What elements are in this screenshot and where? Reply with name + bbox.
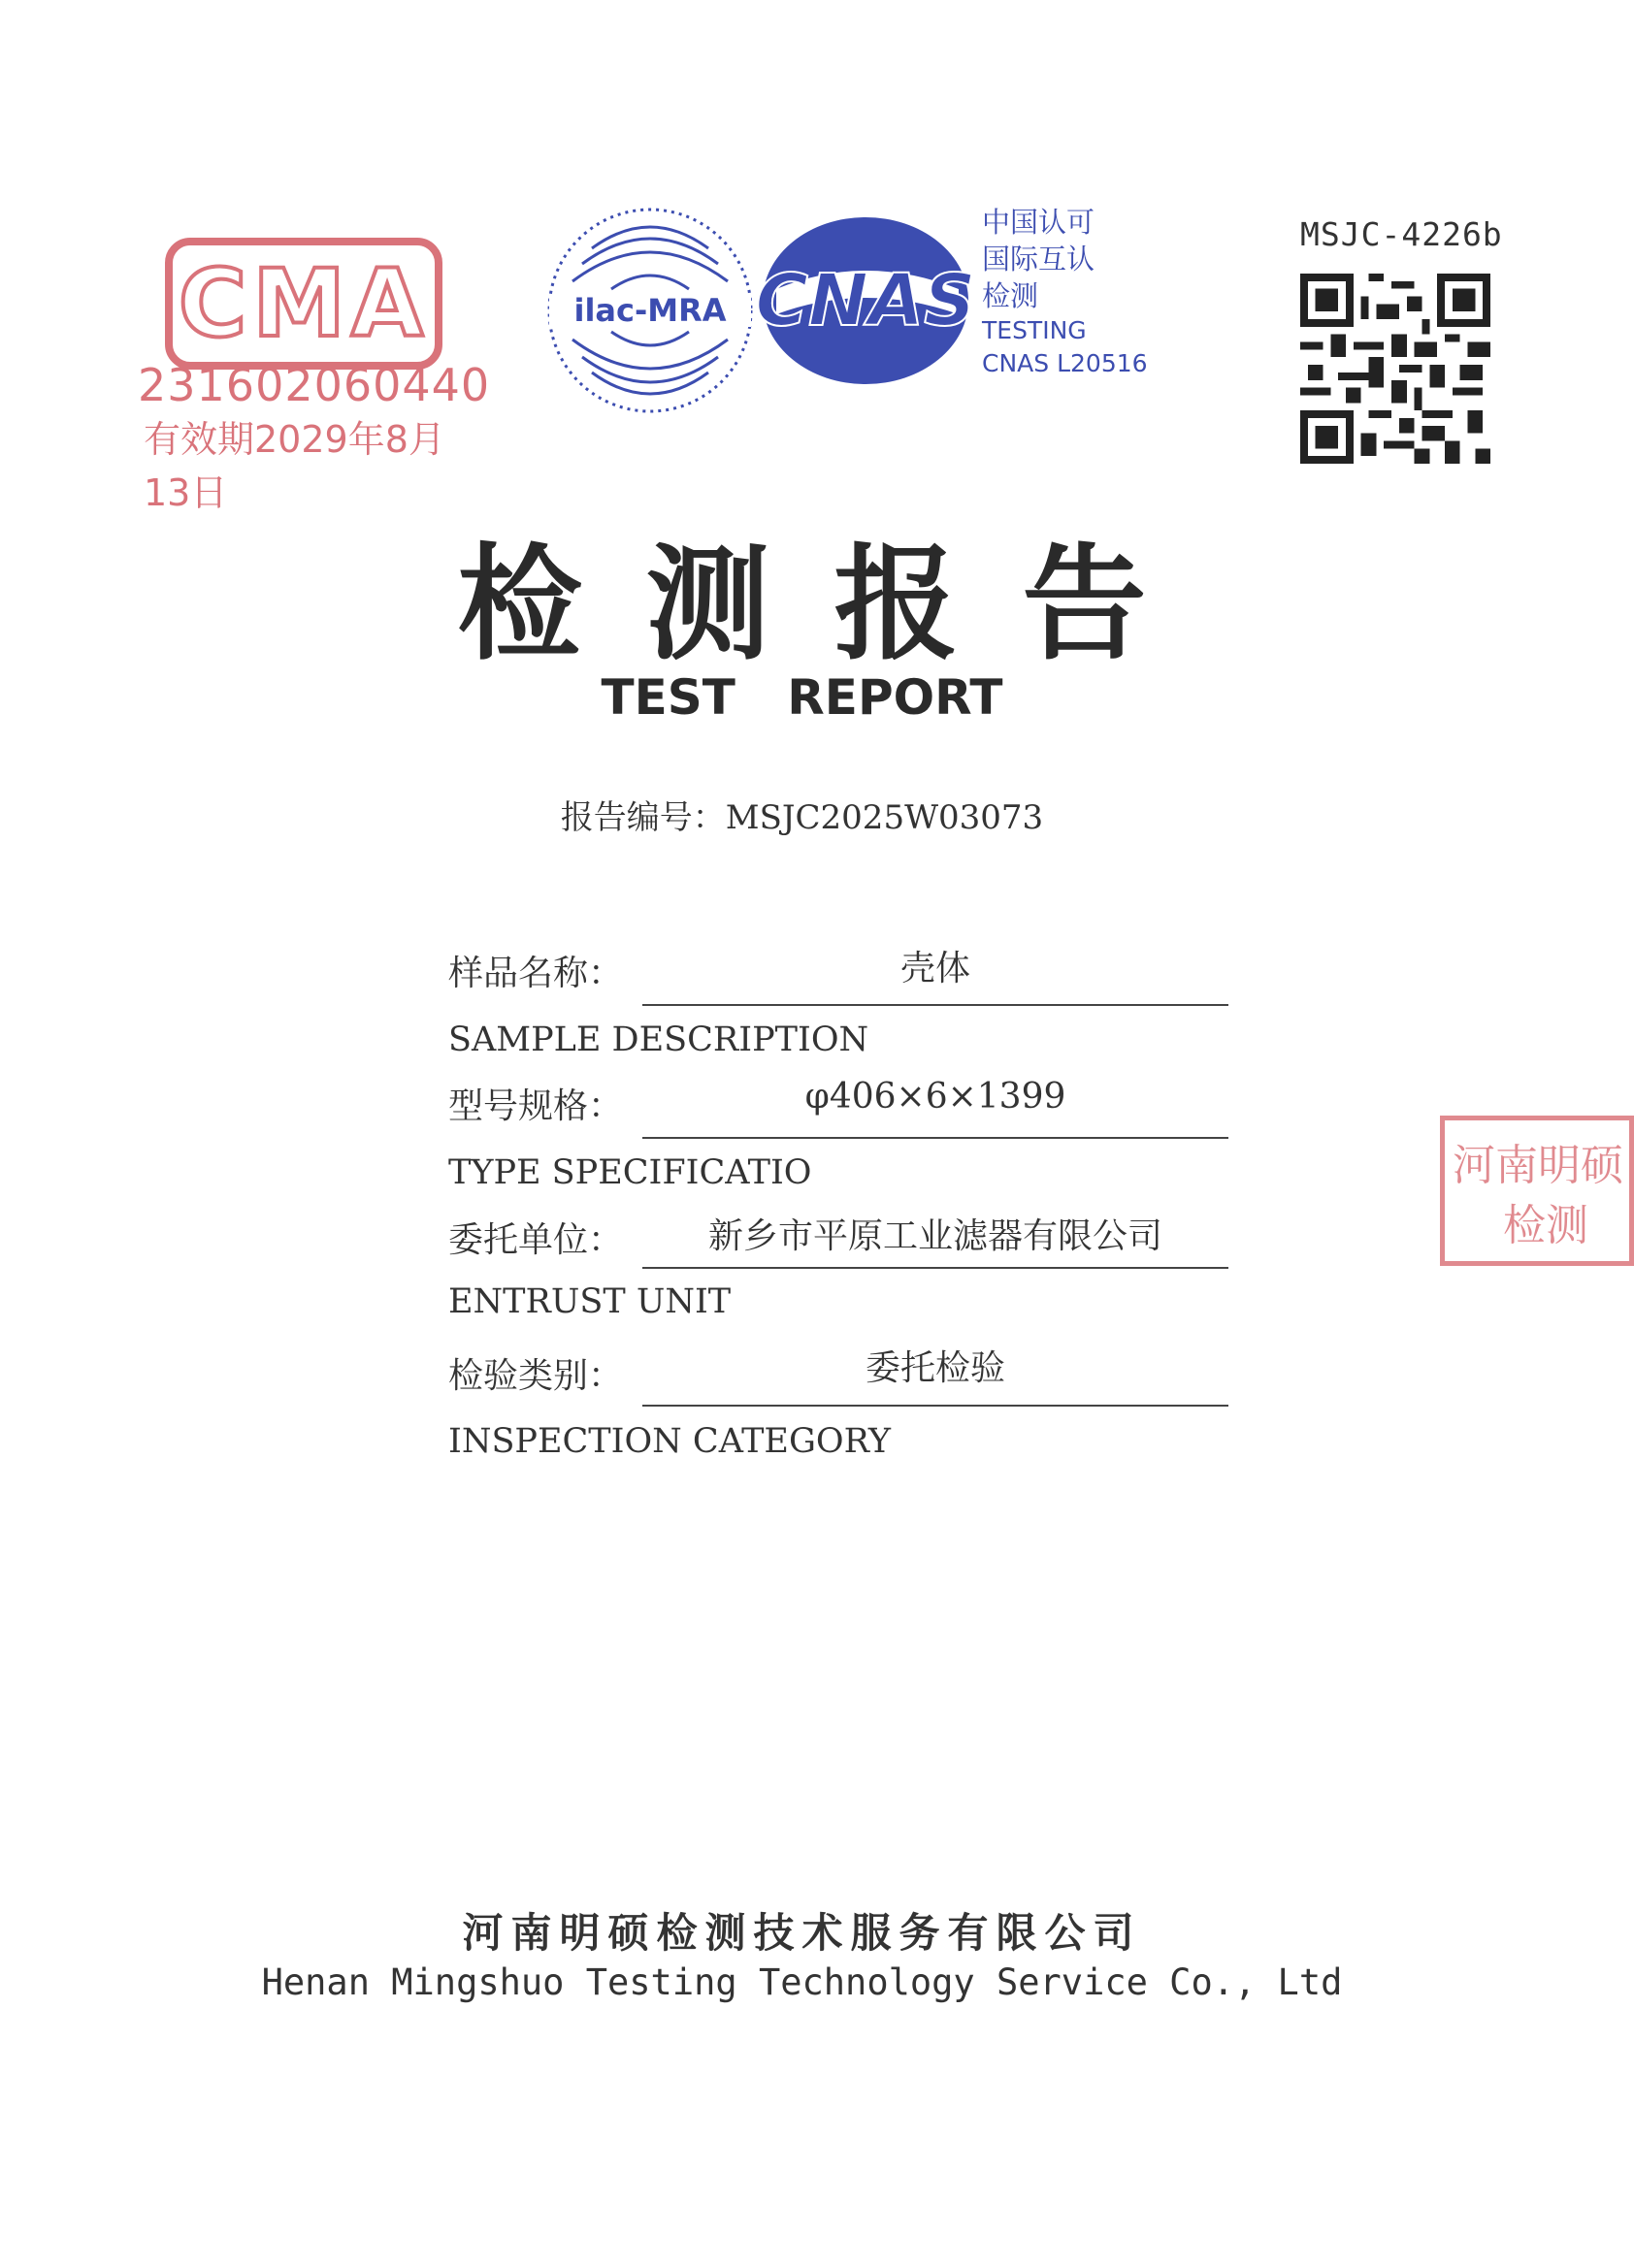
- seal-text: 河南明硕: [1453, 1141, 1623, 1190]
- field-label-cn: 检验类别：: [448, 1356, 624, 1396]
- seal-text: 检测: [1503, 1201, 1588, 1250]
- cnas-line: TESTING: [982, 316, 1087, 344]
- field-label-cn: 委托单位：: [448, 1220, 624, 1260]
- company-name-en: Henan Mingshuo Testing Technology Service Co., Ltd: [261, 1961, 1343, 2003]
- field-label-en: ENTRUST UNIT: [448, 1282, 732, 1321]
- report-title-cn: 检测报告: [457, 533, 1211, 677]
- field-label-cn: 型号规格：: [448, 1086, 624, 1126]
- cnas-line: 检测: [982, 279, 1039, 312]
- cnas-line: 中国认可: [982, 206, 1095, 239]
- cma-number: 231602060440: [138, 359, 491, 411]
- field-label-cn: 样品名称：: [448, 954, 624, 993]
- cma-stamp: [136, 223, 491, 514]
- qr-code-icon: [1300, 274, 1490, 464]
- cnas-logo: [757, 213, 980, 388]
- field-underline: [642, 1137, 1228, 1139]
- report-number-line: [0, 791, 1604, 838]
- cnas-line: CNAS L20516: [982, 349, 1148, 377]
- field-label-en: INSPECTION CATEGORY: [448, 1422, 891, 1461]
- field-value-entrust-unit: 新乡市平原工业滤器有限公司: [707, 1216, 1162, 1256]
- company-seal-stamp: [1440, 1116, 1634, 1266]
- field-value-sample: 壳体: [899, 949, 970, 988]
- cnas-line: 国际互认: [982, 243, 1095, 275]
- cnas-label: CNAS: [755, 259, 976, 342]
- report-number-label: 报告编号：: [560, 798, 726, 837]
- field-value-category: 委托检验: [865, 1348, 1005, 1388]
- document-code: MSJC-4226b: [1300, 215, 1503, 253]
- cma-logo-text: CMA: [178, 249, 430, 358]
- report-title-en: TEST REPORT: [601, 669, 1003, 726]
- field-label-en: TYPE SPECIFICATIO: [448, 1153, 812, 1192]
- ilac-label: ilac-MRA: [573, 292, 727, 329]
- company-name-cn: 河南明硕检测技术服务有限公司: [462, 1909, 1142, 1957]
- report-number: MSJC2025W03073: [725, 798, 1044, 837]
- cnas-accreditation-text: [982, 204, 1148, 380]
- field-value-type: φ406×6×1399: [804, 1077, 1066, 1117]
- cma-validity: 有效期2029年8月13日: [144, 418, 445, 514]
- field-underline: [642, 1004, 1228, 1006]
- field-underline: [642, 1267, 1228, 1269]
- ilac-mra-logo: [543, 204, 757, 417]
- field-label-en: SAMPLE DESCRIPTION: [448, 1021, 869, 1059]
- field-underline: [642, 1405, 1228, 1407]
